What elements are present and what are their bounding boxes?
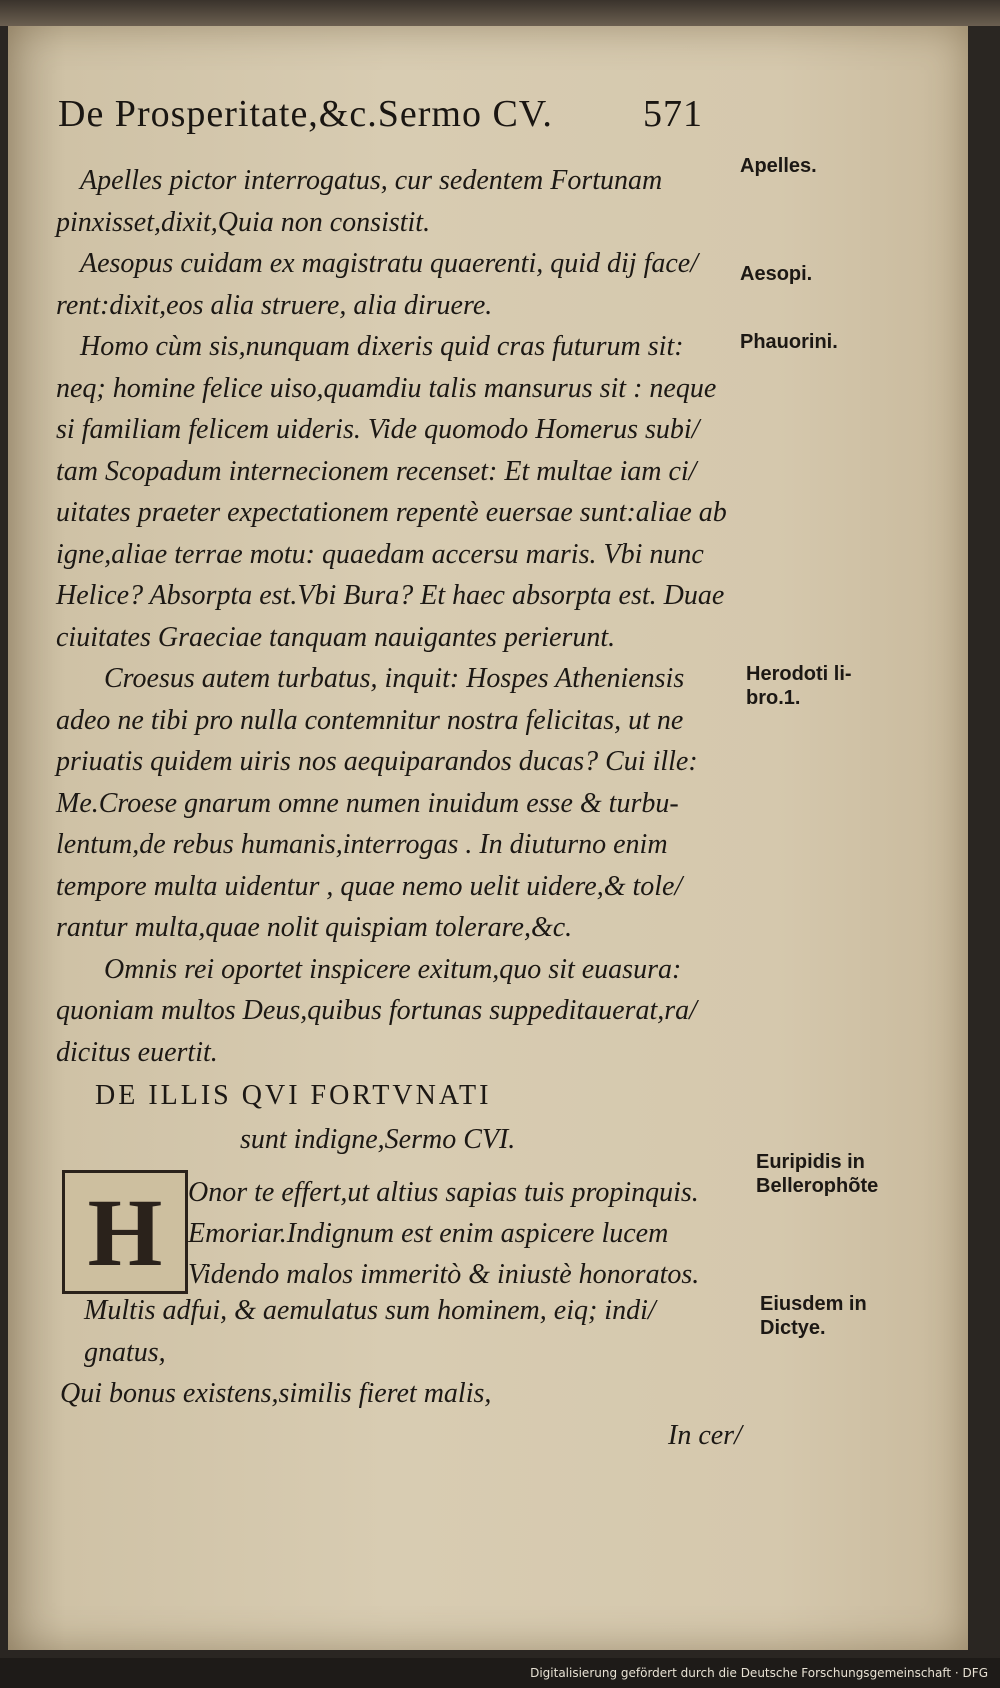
- margin-note-line: Euripidis in: [756, 1151, 865, 1173]
- verse-line: Onor te effert,ut altius sapias tuis propinquis.: [188, 1177, 699, 1208]
- catchword: In cer/: [668, 1420, 742, 1451]
- verse-line: Emoriar.Indignum est enim aspicere lucem: [188, 1218, 669, 1249]
- text-line: adeo ne tibi pro nulla contemnitur nostra felicitas, ut ne: [56, 704, 684, 736]
- margin-note-line: Dictye.: [760, 1317, 826, 1339]
- text-line: igne,aliae terrae motu: quaedam accersu maris. Vbi nunc: [56, 538, 704, 570]
- margin-note-euripidis: [756, 1150, 878, 1198]
- text-line: neq; homine felice uiso,quamdiu talis mansurus sit : neque: [56, 372, 717, 404]
- header-title: De Prosperitate,&c.Sermo CV.: [58, 93, 553, 135]
- text-line: Me.Croese gnarum omne numen inuidum esse & turbu-: [56, 787, 679, 819]
- section-heading: [95, 1080, 735, 1155]
- heading-line-1: DE ILLIS QVI FORTVNATI: [95, 1080, 492, 1111]
- heading-line-2: sunt indigne,Sermo CVI.: [240, 1124, 516, 1155]
- text-line: Omnis rei oportet inspicere exitum,quo sit euasura:: [104, 953, 682, 985]
- margin-note-eiusdem: [760, 1292, 867, 1340]
- verse-line: Videndo malos immeritò & iniustè honoratos.: [188, 1259, 700, 1290]
- page-number: 571: [643, 93, 703, 135]
- text-line: Homo cùm sis,nunquam dixeris quid cras futurum sit:: [80, 331, 684, 362]
- margin-note-line: Eiusdem in: [760, 1293, 867, 1315]
- margin-note-line: bro.1.: [746, 687, 801, 709]
- text-line: tempore multa uidentur , quae nemo uelit uidere,& tole/: [56, 870, 683, 902]
- text-line: dicitus euertit.: [56, 1036, 218, 1068]
- text-line: quoniam multos Deus,quibus fortunas suppeditauerat,ra/: [56, 995, 697, 1026]
- footer-bar: [0, 1658, 1000, 1688]
- verse-block: [188, 1172, 748, 1295]
- initial-letter: H: [87, 1178, 163, 1286]
- decorated-initial: [62, 1170, 188, 1294]
- margin-note-herodoti: [746, 662, 852, 710]
- text-line: Aesopus cuidam ex magistratu quaerenti, quid dij face/: [80, 248, 698, 279]
- text-line: Croesus autem turbatus, inquit: Hospes Atheniensis: [104, 663, 685, 694]
- text-line: Apelles pictor interrogatus, cur sedentem Fortunam: [80, 165, 663, 196]
- text-line: Helice? Absorpta est.Vbi Bura? Et haec absorpta est. Duae: [56, 580, 725, 611]
- margin-note-phauorini: Phauorini.: [740, 331, 838, 353]
- footer-credit: Digitalisierung gefördert durch die Deutsche Forschungsgemeinschaft · DFG: [530, 1666, 988, 1680]
- margin-note-apelles: Apelles.: [740, 155, 817, 177]
- text-line: gnatus,: [84, 1336, 166, 1368]
- text-line: Multis adfui, & aemulatus sum hominem, eiq; indi/: [84, 1295, 656, 1326]
- top-edge: [0, 0, 1000, 26]
- running-header: [58, 92, 758, 142]
- text-line: uitates praeter expectationem repentè euersae sunt:aliae ab: [56, 497, 727, 528]
- text-line: rent:dixit,eos alia struere, alia diruere.: [56, 289, 493, 321]
- text-line: tam Scopadum internecionem recenset: Et multae iam ci/: [56, 455, 697, 487]
- margin-note-line: Bellerophõte: [756, 1175, 879, 1197]
- text-line: rantur multa,quae nolit quispiam tolerare,&c.: [56, 912, 573, 943]
- closing-text: [60, 1290, 760, 1415]
- text-line: pinxisset,dixit,Quia non consistit.: [56, 206, 431, 238]
- text-line: lentum,de rebus humanis,interrogas . In diuturno enim: [56, 829, 668, 860]
- text-line: si familiam felicem uideris. Vide quomodo Homerus subi/: [56, 414, 700, 445]
- margin-note-line: Herodoti li-: [746, 663, 852, 685]
- text-line: priuatis quidem uiris nos aequiparandos ducas? Cui ille:: [56, 746, 698, 777]
- margin-note-aesopi: Aesopi.: [740, 263, 813, 285]
- main-text: [56, 160, 736, 1073]
- text-line: ciuitates Graeciae tanquam nauigantes perierunt.: [56, 621, 616, 653]
- text-line: Qui bonus existens,similis fieret malis,: [60, 1378, 492, 1409]
